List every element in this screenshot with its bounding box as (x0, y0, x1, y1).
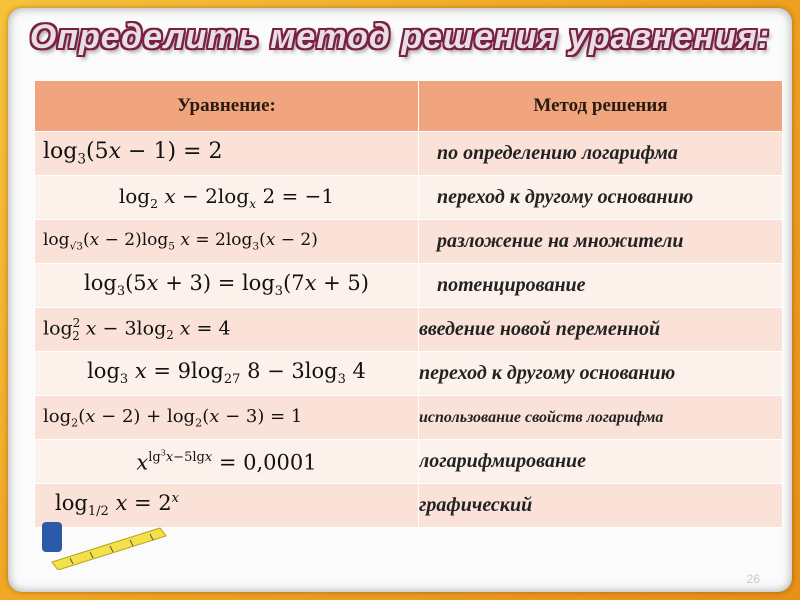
method-cell: логарифмирование (419, 440, 783, 484)
table-row (35, 264, 783, 308)
method-cell: переход к другому основанию (419, 352, 783, 396)
table-row (35, 440, 783, 484)
equation-cell: $\log_{1/2} x = 2^x$ (35, 484, 419, 528)
pencil-ruler-icon (40, 520, 180, 570)
table-row (35, 176, 783, 220)
method-cell: введение новой переменной (419, 308, 783, 352)
table-row (35, 352, 783, 396)
equation-cell: $\log_3 x = 9\log_{27}$ $8 - 3\log_3$ 4 (35, 352, 419, 396)
equation-cell: $\log_{√3}(x - 2)\log_5$ $x = 2\log_3(x - 2)$ (35, 220, 419, 264)
equation-cell: $x^{lg^3x-5lgx} = 0,0001$ (35, 440, 419, 484)
table-header-row (35, 81, 783, 132)
method-cell: потенцирование (419, 264, 783, 308)
header-method: Метод решения (419, 81, 783, 132)
table-row (35, 308, 783, 352)
page-number: 26 (746, 572, 760, 586)
method-cell: графический (419, 484, 783, 528)
method-cell: использование свойств логарифма (419, 396, 783, 440)
equation-cell: $\log_3(5x - 1) = 2$ (35, 132, 419, 176)
table-row (35, 396, 783, 440)
method-cell: по определению логарифма (419, 132, 783, 176)
equation-cell: $\log_2 x - 2\log_x$ 2 = −1 (35, 176, 419, 220)
equation-cell: $\log_2(x - 2) + \log_2(x - 3) = 1$ (35, 396, 419, 440)
table-row (35, 220, 783, 264)
slide-title: Определить метод решения уравнения: (29, 18, 771, 56)
header-equation: Уравнение: (35, 81, 419, 132)
methods-table (34, 80, 783, 528)
method-cell: разложение на множители (419, 220, 783, 264)
equation-cell: $\log^2_2 x - 3\log_2$ x = 4 (35, 308, 419, 352)
equation-cell: $\log_3(5x + 3) = \log_3(7x + 5)$ (35, 264, 419, 308)
table-row (35, 132, 783, 176)
method-cell: переход к другому основанию (419, 176, 783, 220)
